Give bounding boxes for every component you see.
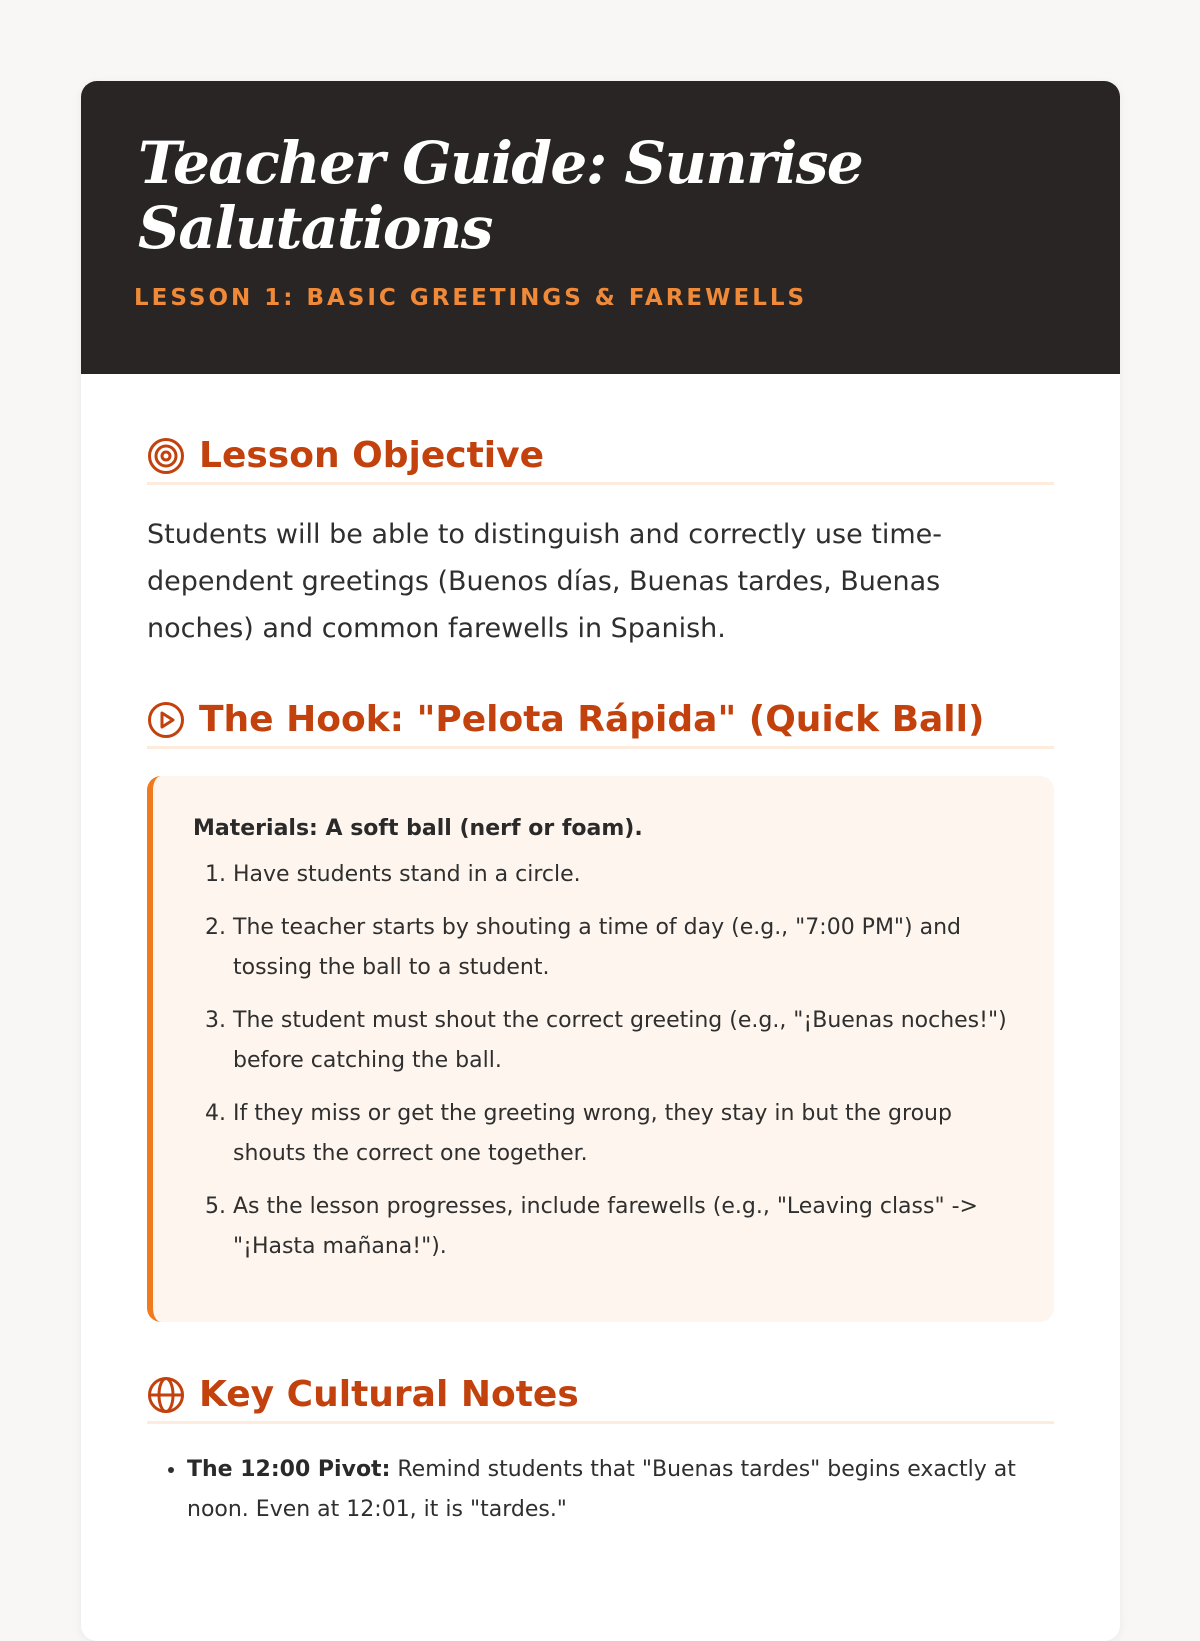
- activity-steps: [193, 855, 1024, 1267]
- hook-heading-row: [147, 699, 1054, 749]
- cultural-section: [147, 1374, 1054, 1530]
- activity-step: 5. As the lesson progresses, include farewells (e.g., "Leaving class" -> "¡Hasta mañana!").: [233, 1187, 1024, 1267]
- activity-step: 4. If they miss or get the greeting wrong, they stay in but the group shouts the correct one together.: [233, 1094, 1024, 1174]
- hook-activity-callout: [147, 776, 1054, 1322]
- guide-content: [81, 435, 1120, 1530]
- hook-section: [147, 699, 1054, 1322]
- objective-text: Students will be able to distinguish and correctly use time-dependent greetings (Buenos días, Buenas tardes, Buenas noches) and common farewells in Spanish.: [147, 519, 943, 644]
- play-circle-icon: [147, 701, 185, 739]
- objective-heading: Lesson Objective: [199, 435, 545, 476]
- activity-step: 3. The student must shout the correct greeting (e.g., "¡Buenas noches!") before catching the ball.: [233, 1001, 1024, 1081]
- guide-header: [81, 81, 1120, 374]
- globe-icon: [147, 1376, 185, 1414]
- note-label: The 12:00 Pivot:: [187, 1457, 391, 1482]
- objective-heading-row: [147, 435, 1054, 485]
- hook-heading: The Hook: "Pelota Rápida" (Quick Ball): [199, 699, 985, 740]
- page-title: Teacher Guide: Sunrise Salutations: [138, 129, 863, 262]
- cultural-heading-row: [147, 1374, 1054, 1424]
- objective-section: [147, 435, 1054, 652]
- lesson-subtitle: LESSON 1: BASIC GREETINGS & FAREWELLS: [134, 285, 808, 311]
- list-item: [187, 1450, 1054, 1530]
- guide-card: [81, 81, 1120, 1641]
- cultural-notes-list: [147, 1450, 1054, 1530]
- activity-step: 2. The teacher starts by shouting a time of day (e.g., "7:00 PM") and tossing the ball to a student.: [233, 908, 1024, 988]
- materials-text: Materials: A soft ball (nerf or foam).: [193, 816, 643, 841]
- activity-step: 1. Have students stand in a circle.: [233, 855, 1024, 895]
- cultural-heading: Key Cultural Notes: [199, 1374, 579, 1415]
- target-icon: [147, 437, 185, 475]
- note-text: Remind students that "Buenas tardes" begins exactly at noon. Even at 12:01, it is "tardes.": [187, 1457, 1016, 1522]
